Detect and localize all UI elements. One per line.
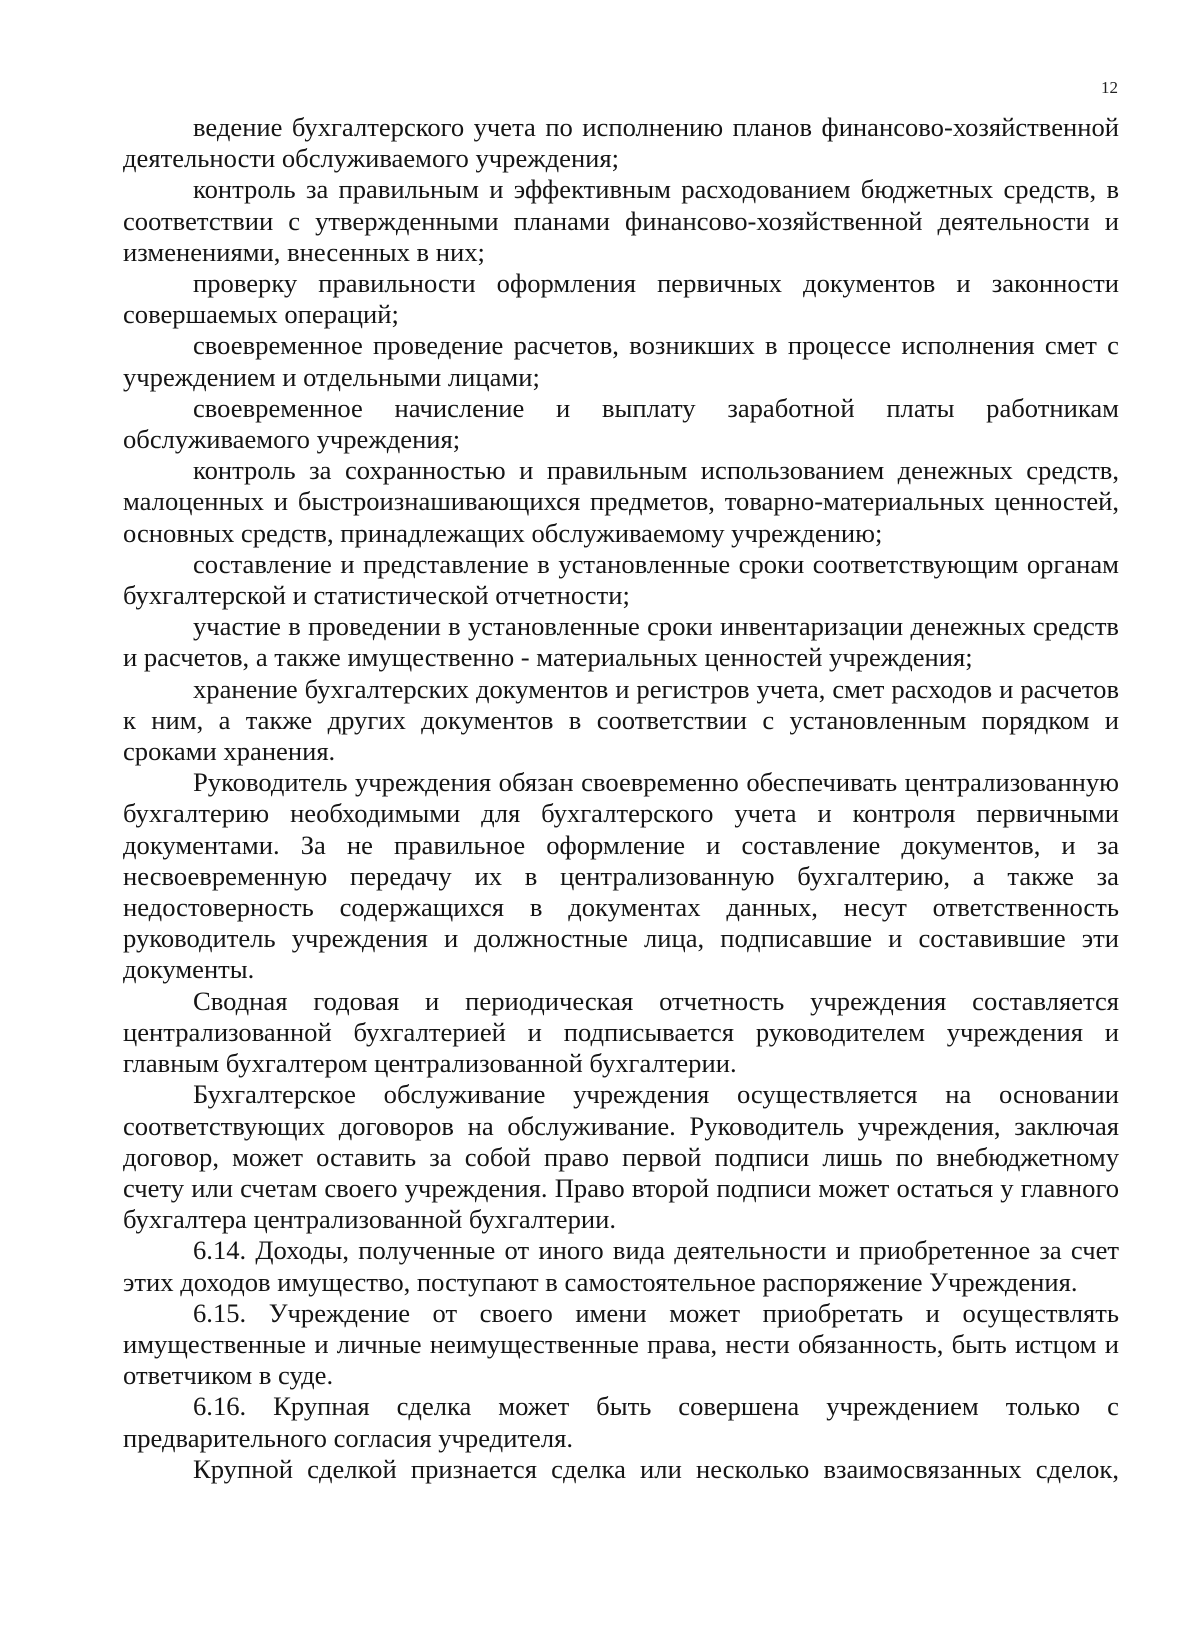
paragraph: Сводная годовая и периодическая отчетность учреждения составляется централизованной бухгалтерией и подписывается руководителем учреждения и главным бухгалтером централизованной бухгалтерии. <box>123 985 1119 1079</box>
paragraph: составление и представление в установленные сроки соответствующим органам бухгалтерской и статистической отчетности; <box>123 548 1119 611</box>
paragraph: 6.14. Доходы, полученные от иного вида деятельности и приобретенное за счет этих доходов имущество, поступают в самостоятельное распоряжение Учреждения. <box>123 1235 1119 1297</box>
paragraph: проверку правильности оформления первичных документов и законности совершаемых операций; <box>123 268 1119 330</box>
paragraph: своевременное начисление и выплату заработной платы работникам обслуживаемого учреждения; <box>123 392 1119 455</box>
paragraph: 6.16. Крупная сделка может быть совершена учреждением только с предварительного согласия учредителя. <box>123 1391 1119 1453</box>
paragraph: контроль за сохранностью и правильным использованием денежных средств, малоценных и быстроизнашивающихся предметов, товарно-материальных ценностей, основных средств, принадлежащих обслуживаемому учреждению; <box>123 455 1119 548</box>
paragraph: 6.15. Учреждение от своего имени может приобретать и осуществлять имущественные и личные неимущественные права, нести обязанность, быть истцом и ответчиком в суде. <box>123 1297 1119 1391</box>
paragraph: ведение бухгалтерского учета по исполнению планов финансово-хозяйственной деятельности обслуживаемого учреждения; <box>123 112 1119 174</box>
paragraph: Руководитель учреждения обязан своевременно обеспечивать централизованную бухгалтерию необходимыми для бухгалтерского учета и контроля первичными документами. За не правильное оформление и составление документов, и за несвоевременную передачу их в централизованную бухгалтерию, а также за недостоверность содержащихся в документах данных, несут ответственность руководитель учреждения и должностные лица, подписавшие и составившие эти документы. <box>123 767 1119 985</box>
paragraph: Бухгалтерское обслуживание учреждения осуществляется на основании соответствующих договоров на обслуживание. Руководитель учреждения, заключая договор, может оставить за собой право первой подписи лишь по внебюджетному счету или счетам своего учреждения. Право второй подписи может остаться у главного бухгалтера централизованной бухгалтерии. <box>123 1079 1119 1235</box>
paragraph-last: Крупной сделкой признается сделка или несколько взаимосвязанных сделок, <box>193 1453 1119 1484</box>
paragraph: хранение бухгалтерских документов и регистров учета, смет расходов и расчетов к ним, а также других документов в соответствии с установленным порядком и сроками хранения. <box>123 673 1119 767</box>
document-body <box>123 112 1119 1485</box>
page-number: 12 <box>1101 78 1118 97</box>
paragraph: своевременное проведение расчетов, возникших в процессе исполнения смет с учреждением и отдельными лицами; <box>123 330 1119 392</box>
paragraph: контроль за правильным и эффективным расходованием бюджетных средств, в соответствии с утвержденными планами финансово-хозяйственной деятельности и изменениями, внесенных в них; <box>123 174 1119 267</box>
paragraph: участие в проведении в установленные сроки инвентаризации денежных средств и расчетов, а также имущественно - материальных ценностей учреждения; <box>123 611 1119 673</box>
